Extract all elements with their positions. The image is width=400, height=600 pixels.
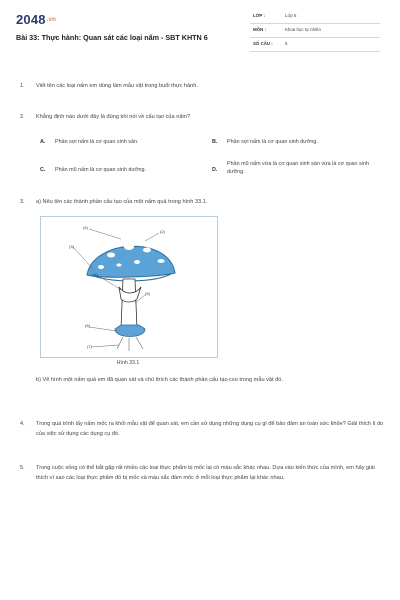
question-number: 3. xyxy=(20,199,25,205)
question-text: Trong cuộc sống có thể bắt gặp rất nhiều các loại thực phẩm bị mốc lại có màu sắc khác nhau. Dựa vào kiến thức của mình, em hãy giải thích vì sao các loại thực phẩm đó bị mốc và màu sắc đám mốc ở mỗi loại thực phẩm lại khác nhau. xyxy=(36,465,375,481)
callout-5: (5) xyxy=(145,291,150,296)
question-number: 4. xyxy=(20,421,25,427)
callout-7: (7) xyxy=(87,344,92,349)
logo-suffix: .vn xyxy=(46,17,57,23)
mushroom-mycelium xyxy=(117,337,143,351)
question-number: 1. xyxy=(20,83,25,89)
question-text: Khẳng định nào dưới đây là đúng khi nói về cấu tạo của nấm? xyxy=(36,114,191,120)
option-text: Phần mũ nấm vừa là cơ quan sinh sản vừa là cơ quan sinh dưỡng. xyxy=(227,161,369,175)
info-row-subject xyxy=(250,24,380,38)
mushroom-figure xyxy=(40,216,218,358)
question-text: b) Vẽ hình một nấm quả em đã quan sát và chú thích các thành phần cấu tạo cso trong mẫu vật đó. xyxy=(36,377,283,383)
option-letter: A. xyxy=(40,139,46,145)
info-label: SỐ CÂU : xyxy=(253,41,273,46)
option-text: Phần sợi nấm là cơ quan sinh dưỡng. xyxy=(227,139,318,145)
info-value: Lớp 6 xyxy=(285,13,297,18)
figure-caption: Hình 33.1 xyxy=(116,360,140,366)
header xyxy=(0,0,400,56)
option-text: Phần mũ nấm là cơ quan sinh dưỡng. xyxy=(55,167,146,173)
option-text: Phần sợi nấm là cơ quan sinh sản. xyxy=(55,139,139,145)
option-letter: C. xyxy=(40,167,46,173)
callout-6: (6) xyxy=(85,323,90,328)
site-logo[interactable] xyxy=(16,12,56,27)
document-title: Bài 33: Thực hành: Quan sát các loại nấm - SBT KHTN 6 xyxy=(16,33,208,42)
mushroom-illustration xyxy=(41,217,217,357)
logo-main: 2048 xyxy=(16,12,46,27)
info-row-class xyxy=(250,10,380,24)
question-number: 2. xyxy=(20,114,25,120)
question-text: Viết tên các loại nấm em dùng làm mẫu vật trong buổi thực hành. xyxy=(36,83,198,89)
info-value: 5 xyxy=(285,41,288,46)
mushroom-stem xyxy=(121,279,137,329)
callout-3: (3) xyxy=(69,244,74,249)
question-text: a) Nêu tên các thành phần cấu tạo của một nấm quả trong hình 33.1. xyxy=(36,199,208,205)
info-value: Khoa học tự nhiên xyxy=(285,27,321,32)
option-letter: B. xyxy=(212,139,218,145)
info-label: MÔN : xyxy=(253,27,266,32)
callout-4: (4) xyxy=(83,225,88,230)
info-row-count xyxy=(250,38,380,52)
info-panel xyxy=(250,10,380,52)
callout-4b: (4) xyxy=(93,272,98,277)
option-letter: D. xyxy=(212,167,218,173)
question-text: Trong quá trình lấy nấm mốc ra khỏi mẫu vật để quan sát, em cần sử dụng những dụng cụ gì để bảo đảm an toàn sức khỏe? Giải thích lí do của việc sử dụng các dụng cụ đó. xyxy=(36,421,384,437)
info-label: LỚP : xyxy=(253,13,265,18)
callout-2: (2) xyxy=(160,229,165,234)
question-number: 5. xyxy=(20,465,25,471)
mushroom-volva xyxy=(115,325,145,337)
